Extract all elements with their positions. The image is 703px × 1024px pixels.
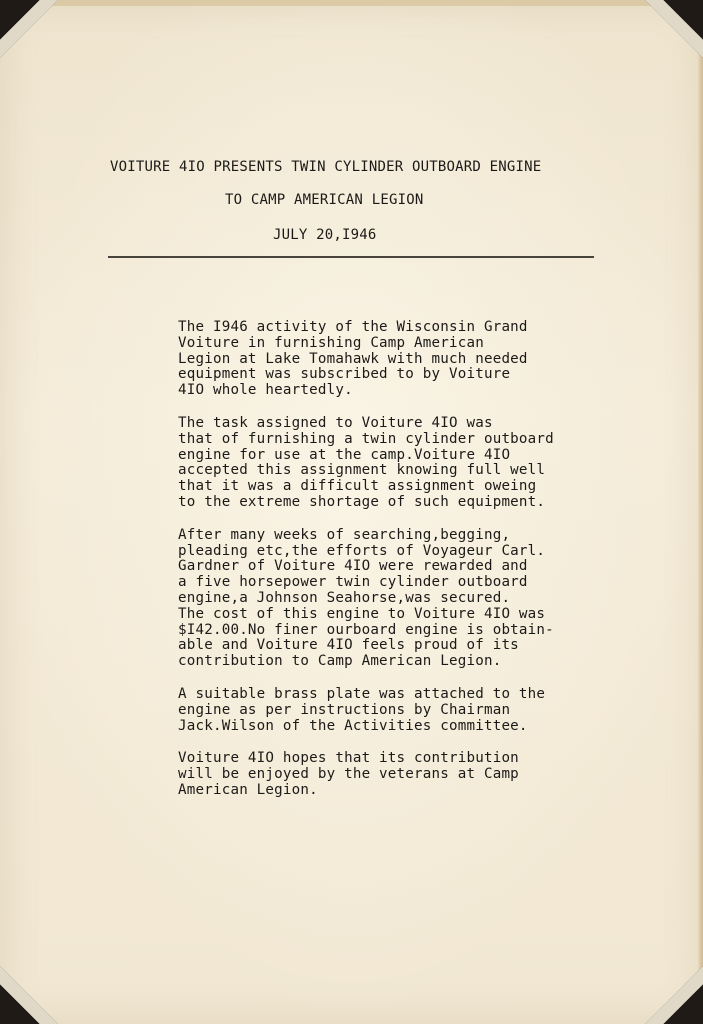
document-body — [178, 320, 608, 816]
paragraph-closing: Voiture 4IO hopes that its contribution will be enjoyed by the veterans at Camp American Legion. — [178, 750, 519, 798]
document-title: VOITURE 4IO PRESENTS TWIN CYLINDER OUTBOARD ENGINE — [110, 159, 542, 175]
photo-corner-bottom-right — [645, 966, 703, 1024]
title-underline-divider — [108, 256, 594, 258]
photo-corner-top-left — [0, 0, 58, 58]
paragraph-task: The task assigned to Voiture 4IO was that of furnishing a twin cylinder outboard engine for use at the camp.Voiture 4IO accepted this assignment knowing full well that it was a difficult assignment oweing to the extreme shortage of such equipment. — [178, 414, 554, 510]
paragraph-activity: The I946 activity of the Wisconsin Grand Voiture in furnishing Camp American Legion at Lake Tomahawk with much needed equipment was subscribed to by Voiture 4IO whole heartedly. — [178, 319, 528, 399]
page-top-edge — [0, 0, 703, 6]
photo-corner-top-right — [645, 0, 703, 58]
document-subtitle: TO CAMP AMERICAN LEGION — [225, 192, 424, 208]
photo-corner-bottom-left — [0, 966, 58, 1024]
paragraph-search: After many weeks of searching,begging, pleading etc,the efforts of Voyageur Carl. Gardner of Voiture 4IO were rewarded and a five horsepower twin cylinder outboard engine,a Johnson Seahorse,was secured. The cost of this engine to Voiture 4IO was $I42.00.No finer ourboard engine is obtain- able and Voiture 4IO feels proud of its contribution to Camp American Legion. — [178, 526, 554, 670]
page-right-edge — [698, 0, 703, 1024]
document-date: JULY 20,I946 — [273, 227, 377, 243]
paragraph-brass-plate: A suitable brass plate was attached to the engine as per instructions by Chairman Jack.Wilson of the Activities committee. — [178, 685, 546, 734]
